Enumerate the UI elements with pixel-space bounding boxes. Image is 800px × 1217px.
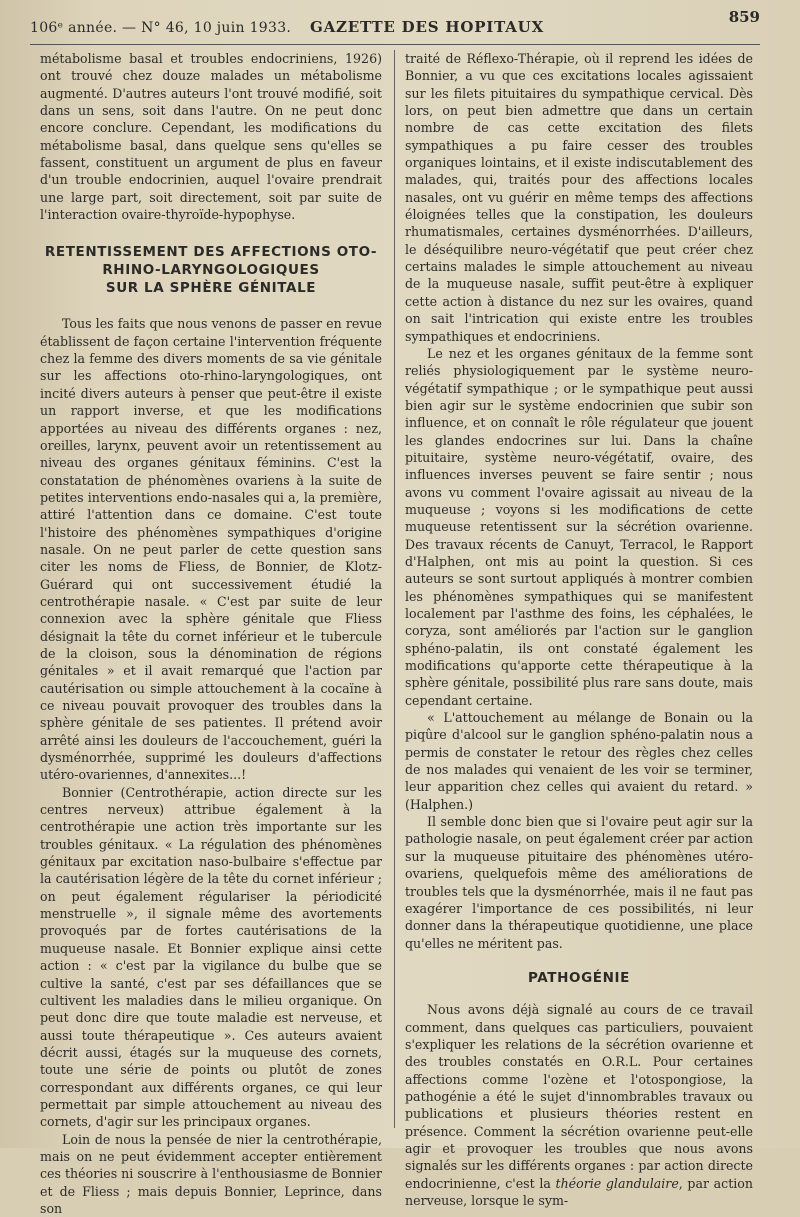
- right-column: [405, 50, 753, 1209]
- paragraph: Bonnier (Centrothérapie, action directe sur les centres nerveux) attribue également à la centrothérapie une action très importante sur les troubles génitaux. « La régulation des phénomènes génitaux par excitation naso-bulbaire s'effectue par la cautérisation légère de la tête du cornet inférieur ; on peut également régulariser la périodicité menstruelle », il signale même des avortements provoqués par de fortes cautérisations de la muqueuse nasale. Et Bonnier explique ainsi cette action : « c'est par la vigilance du bulbe que se cultive la santé, c'est par ses défaillances que se cultivent les maladies dans le milieu organique. On peut donc dire que toute maladie est nerveuse, et aussi toute thérapeutique ». Ces auteurs avaient décrit aussi, étagés sur la muqueuse des cornets, toute une série de points ou plutôt de zones correspondant aux différents organes, ce qui leur permettait par simple attouchement au niveau des cornets, d'agir sur les principaux organes.: [40, 784, 382, 1130]
- heading-line: SUR LA SPHÈRE GÉNITALE: [105, 280, 317, 297]
- left-column: [40, 50, 382, 1217]
- paragraph: Il semble donc bien que si l'ovaire peut agir sur la pathologie nasale, on peut également créer par action sur la muqueuse pituitaire des phénomènes utéro-ovariens, quelquefois même des améliorations de troubles tels que la dysménorrhée, mais il ne faut pas exagérer l'importance de ces possibilités, ni leur donner dans la thérapeutique quotidienne, une place qu'elles ne méritent pas.: [405, 814, 753, 951]
- paragraph: [405, 1001, 753, 1209]
- column-divider: [394, 50, 395, 1128]
- paragraph-text: , par action nerveuse, lorsque le sym-: [405, 1175, 753, 1208]
- page-number: 859: [728, 8, 760, 26]
- paragraph-text: Nous avons déjà signalé au cours de ce travail comment, dans quelques cas particuliers, pouvaient s'expliquer les relations de la sécrétion ovarienne et des troubles constatés en O.R.L. Pour certaines affections comme l'ozène et l'otospongiose, la pathogénie a été le sujet d'innombrables travaux ou publications et plusieurs théories restent en présence. Comment la sécrétion ovarienne peut-elle agir et provoquer les troubles que nous avons signalés sur les différents organes : par action directe endocrinienne, c'est la: [405, 1002, 753, 1191]
- paragraph: métabolisme basal et troubles endocriniens, 1926) ont trouvé chez douze malades un métabolisme augmenté. D'autres auteurs l'ont trouvé modifié, soit dans un sens, soit dans l'autre. On ne peut donc encore conclure. Cependant, les modifications du métabolisme basal, dans quelque sens qu'elles se fassent, constituent un argument de plus en faveur d'un trouble endocrinien, auquel l'ovaire prendrait une large part, soit directement, soit par suite de l'interaction ovaire-thyroïde-hypophyse.: [40, 51, 382, 223]
- italic-term: théorie glandulaire: [555, 1175, 679, 1191]
- heading-line: RETENTISSEMENT DES AFFECTIONS OTO-: [44, 244, 378, 261]
- issue-info: 106ᵉ année. — N° 46, 10 juin 1933.: [30, 20, 292, 36]
- paragraph: Le nez et les organes génitaux de la femme sont reliés physiologiquement par le système neuro-végétatif sympathique ; or le sympathique peut aussi bien agir sur le système endocrinien que subir son influence, et on connaît le rôle régulateur que jouent les glandes endocrines sur lui. Dans la chaîne pituitaire, système neuro-végétatif, ovaire, des influences inverses peuvent se faire sentir ; nous avons vu comment l'ovaire agissait au niveau de la muqueuse ; voyons si les modifications de cette muqueuse retentissent sur la sécrétion ovarienne. Des travaux récents de Canuyt, Terracol, le Rapport d'Halphen, ont mis au point la question. Si ces auteurs se sont surtout appliqués à montrer combien les phénomènes sympathiques qui se manifestent localement par l'asthme des foins, les céphalées, le coryza, sont améliorés par l'action sur le ganglion sphéno-palatin, ils ont constaté également les modifications qu'apporte cette thérapeutique à la sphère génitale, possibilité plus rare sans doute, mais cependant certaine.: [405, 345, 753, 708]
- heading-line: RHINO-LARYNGOLOGIQUES: [102, 262, 320, 279]
- quote-paragraph: « L'attouchement au mélange de Bonain ou la piqûre d'alcool sur le ganglion sphéno-palatin nous a permis de constater le retour des règles chez celles de nos malades qui venaient de les voir se terminer, leur apparition chez celles qui avaient du retard. » (Halphen.): [405, 710, 753, 812]
- section-heading: [40, 243, 382, 297]
- paragraph: Tous les faits que nous venons de passer en revue établissent de façon certaine l'intervention fréquente chez la femme des divers moments de sa vie génitale sur les affections oto-rhino-laryngologiques, ont incité divers auteurs à penser que peut-être il existe un rapport inverse, et que les modifications apportées au niveau des différents organes : nez, oreilles, larynx, peuvent avoir un retentissement au niveau des organes génitaux féminins. C'est la constatation de phénomènes ovariens à la suite de petites interventions endo-nasales qui a, la première, attiré l'attention dans ce domaine. C'est toute l'histoire des phénomènes sympathiques d'origine nasale. On ne peut parler de cette question sans citer les noms de Fliess, de Bonnier, de Klotz-Guérard qui ont successivement étudié la centrothérapie nasale. « C'est par suite de leur connexion avec la sphère génitale que Fliess désignait la tête du cornet inférieur et le tubercule de la cloison, sous la dénomination de régions génitales » et il avait remarqué que l'action par cautérisation ou simple attouchement à la cocaïne à ce niveau pouvait provoquer des troubles dans la sphère génitale de ses patientes. Il prétend avoir arrêté ainsi les douleurs de l'accouchement, guéri la dysménorrhée, supprimé les douleurs d'affections utéro-ovariennes, d'annexites...!: [40, 316, 382, 783]
- page-header: [30, 8, 760, 42]
- journal-title: GAZETTE DES HOPITAUX: [310, 18, 545, 36]
- paragraph: traité de Réflexo-Thérapie, où il reprend les idées de Bonnier, a vu que ces excitations locales agissaient sur les filets pituitaires du sympathique cervical. Dès lors, on peut bien admettre que dans un certain nombre de cas cette excitation des filets sympathiques a pu faire cesser des troubles organiques lointains, et il existe indiscutablement des malades, qui, traités pour des affections locales nasales, ont vu guérir en même temps des affections éloignées telles que la constipation, les douleurs rhumatismales, certaines dysménorrhées. D'ailleurs, le déséquilibre neuro-végétatif que peut créer chez certains malades le simple attouchement au niveau de la muqueuse nasale, suffit peut-être à expliquer cette action à distance du nez sur les ovaires, quand on sait l'intrication qui existe entre les troubles sympathiques et endocriniens.: [405, 51, 753, 344]
- header-rule: [30, 44, 760, 45]
- section-heading-pathogenie: PATHOGÉNIE: [528, 969, 630, 986]
- paragraph: Loin de nous la pensée de nier la centrothérapie, mais on ne peut évidemment accepter entièrement ces théories ni souscrire à l'enthousiasme de Bonnier et de Fliess ; mais depuis Bonnier, Leprince, dans son: [40, 1131, 382, 1216]
